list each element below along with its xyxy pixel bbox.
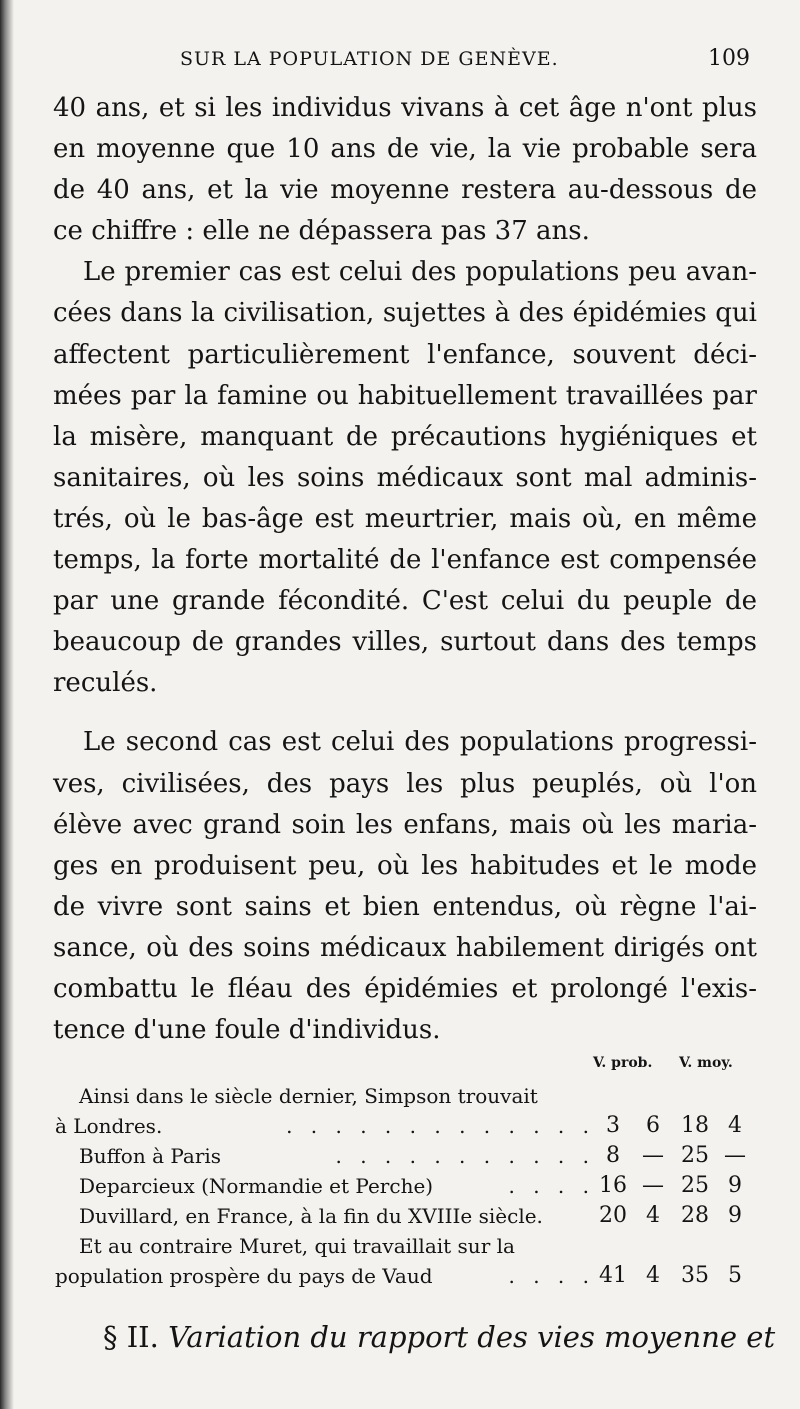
- text-line: beaucoup de grandes villes, surtout dans des temps: [53, 627, 757, 658]
- text-line: ce chiffre : elle ne dépassera pas 37 ans.: [53, 216, 590, 247]
- running-head: SUR LA POPULATION DE GENÈVE.: [180, 48, 559, 70]
- text-line: mées par la famine ou habituellement travaillées par: [53, 380, 757, 411]
- text-line: cées dans la civilisation, sujettes à des épidémies qui: [53, 298, 757, 329]
- section-number: § II.: [103, 1320, 159, 1354]
- table-row: Buffon à Paris . . . . . . . . . . . 8 — 25 —: [79, 1143, 746, 1168]
- table-note-line: Et au contraire Muret, qui travaillait sur la: [79, 1234, 515, 1258]
- text-line: par une grande fécondité. C'est celui du peuple de: [53, 586, 757, 617]
- text-line: sance, où des soins médicaux habilement dirigés ont: [53, 932, 757, 963]
- table-row: population prospère du pays de Vaud . . . . 41 4 35 5: [55, 1263, 742, 1288]
- text-line: reculés.: [53, 668, 158, 699]
- section-heading: [103, 1320, 775, 1354]
- text-line: trés, où le bas-âge est meurtrier, mais où, en même: [53, 503, 757, 534]
- column-header-v-moy: V. moy.: [679, 1055, 733, 1071]
- text-line: 40 ans, et si les individus vivans à cet âge n'ont plus: [53, 93, 757, 123]
- text-line: sanitaires, où les soins médicaux sont mal adminis-: [53, 462, 757, 493]
- text-line: de vivre sont sains et bien entendus, où règne l'ai-: [53, 891, 757, 922]
- table-row: Duvillard, en France, à la fin du XVIIIe siècle. 20 4 28 9: [79, 1203, 742, 1228]
- table-intro: Ainsi dans le siècle dernier, Simpson trouvait: [79, 1084, 538, 1108]
- text-line: la misère, manquant de précautions hygiéniques et: [53, 421, 757, 452]
- text-line: élève avec grand soin les enfans, mais où les maria-: [53, 809, 757, 840]
- page-number: 109: [708, 46, 750, 71]
- body-text: [53, 88, 757, 1051]
- text-line: en moyenne que 10 ans de vie, la vie probable sera: [53, 134, 757, 165]
- table-row: Deparcieux (Normandie et Perche) . . . . 16 — 25 9: [79, 1173, 742, 1198]
- text-line: temps, la forte mortalité de l'enfance est compensée: [53, 545, 757, 576]
- section-title-text: Variation du rapport des vies moyenne et: [168, 1320, 776, 1354]
- text-line: ves, civilisées, des pays les plus peuplés, où l'on: [53, 768, 757, 799]
- text-line: de 40 ans, et la vie moyenne restera au-dessous de: [53, 175, 757, 206]
- text-line: combattu le fléau des épidémies et prolongé l'exis-: [53, 973, 757, 1004]
- text-line: tence d'une foule d'individus.: [53, 1015, 441, 1046]
- table-row: à Londres. . . . . . . . . . . . . . 3 6 18 4: [55, 1113, 742, 1138]
- column-header-v-prob: V. prob.: [593, 1055, 653, 1071]
- page-binding-shadow: [0, 0, 14, 1409]
- text-line: Le premier cas est celui des populations peu avan-: [83, 257, 757, 288]
- text-line: Le second cas est celui des populations progressi-: [83, 727, 757, 758]
- page-header: [150, 44, 750, 80]
- text-line: ges en produisent peu, où les habitudes et le mode: [53, 850, 757, 881]
- text-line: affectent particulièrement l'enfance, souvent déci-: [53, 339, 757, 370]
